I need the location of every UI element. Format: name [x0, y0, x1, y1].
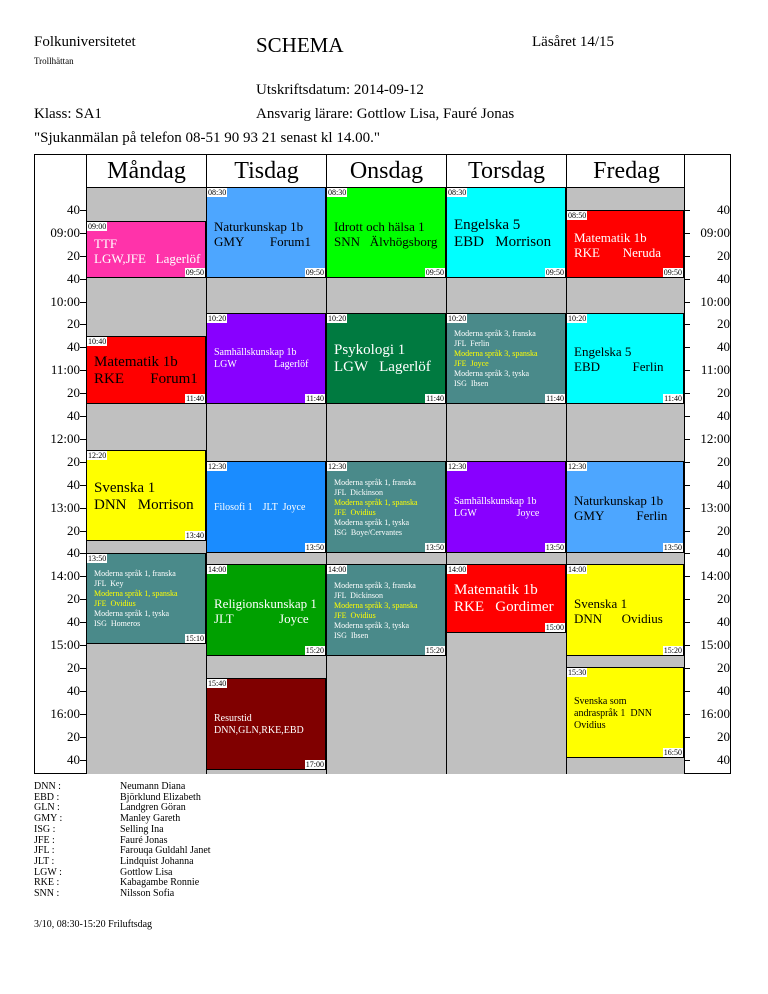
- lesson-text: Moderna språk 1, tyska: [334, 518, 410, 528]
- lesson-end-time: 11:40: [186, 394, 204, 404]
- lesson-text: ISG Homeros: [94, 619, 141, 629]
- legend-code: GMY :: [34, 813, 63, 825]
- tick-mark: [684, 553, 690, 554]
- legend-name: Björklund Elizabeth: [120, 791, 201, 803]
- time-tick-left: 20: [67, 453, 80, 469]
- lesson-text: RKE Forum1: [94, 370, 198, 387]
- lesson-block[interactable]: [86, 450, 206, 541]
- day-header: Tisdag: [206, 155, 326, 187]
- lesson-text: Ovidius: [574, 719, 606, 731]
- lesson-end-time: 11:40: [664, 394, 682, 404]
- time-tick-left: 13:00: [50, 499, 80, 515]
- time-tick-right: 40: [717, 408, 730, 423]
- lesson-end-time: 15:20: [305, 645, 324, 655]
- legend-name: Lindquist Johanna: [120, 855, 194, 867]
- lesson-text: Resurstid: [214, 713, 252, 725]
- time-tick-left: 40: [67, 201, 80, 217]
- lesson-block[interactable]: [446, 187, 566, 278]
- lesson-end-time: 15:00: [545, 622, 564, 632]
- time-tick-left: 20: [67, 522, 80, 538]
- day-header: Fredag: [566, 155, 686, 187]
- lesson-text: LGW Lagerlöf: [334, 359, 431, 376]
- tick-mark: [80, 760, 86, 761]
- sick-notice: "Sjukanmälan på telefon 08-51 90 93 21 senast kl 14.00.": [34, 130, 380, 146]
- tick-mark: [684, 737, 690, 738]
- time-tick-right: 09:00: [700, 224, 730, 240]
- tick-mark: [684, 508, 690, 509]
- lesson-text: Svenska 1: [94, 479, 156, 496]
- lesson-start-time: 10:40: [88, 336, 107, 346]
- time-tick-left: 20: [67, 247, 80, 263]
- lesson-text: Svenska 1: [574, 595, 628, 611]
- lesson-start-time: 15:40: [208, 679, 227, 689]
- tick-mark: [80, 210, 86, 211]
- lesson-end-time: 13:50: [305, 542, 324, 552]
- lesson-start-time: 10:20: [328, 313, 347, 323]
- legend-code: ISG :: [34, 823, 56, 835]
- time-tick-right: 40: [717, 270, 730, 286]
- lesson-text: EBD Morrison: [454, 233, 552, 250]
- lesson-block[interactable]: [566, 210, 684, 279]
- lesson-text: LGW,JFE Lagerlöf: [94, 250, 201, 266]
- lesson-text: LGW Joyce: [454, 508, 540, 520]
- tick-mark: [80, 279, 86, 280]
- lesson-text: Moderna språk 3, spanska: [454, 349, 538, 359]
- tick-mark: [80, 324, 86, 325]
- lesson-text: Naturkunskap 1b: [214, 218, 304, 234]
- time-tick-left: 12:00: [50, 430, 80, 446]
- lesson-text: JFE Ovidius: [334, 508, 376, 518]
- time-tick-right: 40: [717, 339, 730, 355]
- lesson-block[interactable]: [206, 564, 326, 655]
- lesson-text: Moderna språk 3, franska: [454, 329, 536, 339]
- lesson-start-time: 12:30: [208, 462, 227, 472]
- tick-mark: [684, 668, 690, 669]
- tick-mark: [684, 576, 690, 577]
- lesson-text: JFE Ovidius: [94, 599, 136, 609]
- legend-code: LGW :: [34, 866, 62, 878]
- time-tick-left: 40: [67, 270, 80, 286]
- legend-code: JFE :: [34, 834, 55, 846]
- lesson-end-time: 11:40: [546, 394, 564, 404]
- tick-mark: [80, 439, 86, 440]
- time-tick-left: 40: [67, 682, 80, 698]
- grid-border: [684, 155, 685, 774]
- lesson-block[interactable]: [566, 313, 684, 404]
- lesson-text: JFL Ferlin: [454, 339, 490, 349]
- lesson-block[interactable]: [446, 461, 566, 552]
- time-tick-right: 20: [717, 247, 730, 263]
- lesson-text: Religionskunskap 1: [214, 595, 317, 611]
- lesson-text: Matematik 1b: [94, 353, 178, 370]
- lesson-start-time: 14:00: [568, 565, 587, 575]
- time-tick-right: 16:00: [700, 705, 730, 721]
- lesson-end-time: 13:40: [185, 531, 204, 541]
- page-title: SCHEMA: [256, 33, 344, 57]
- lesson-text: SNN Älvhögsborg: [334, 233, 438, 249]
- tick-mark: [684, 347, 690, 348]
- lesson-end-time: 11:40: [426, 394, 444, 404]
- tick-mark: [80, 714, 86, 715]
- lesson-end-time: 15:10: [185, 634, 204, 644]
- lesson-text: RKE Gordimer: [454, 599, 554, 616]
- lesson-text: TTF: [94, 235, 118, 251]
- lesson-text: Naturkunskap 1b: [574, 493, 664, 509]
- lesson-text: JFE Joyce: [454, 359, 489, 369]
- lesson-text: Filosofi 1 JLT Joyce: [214, 502, 306, 514]
- time-tick-left: 20: [67, 316, 80, 332]
- time-tick-right: 40: [717, 682, 730, 698]
- lesson-text: JFL Dickinson: [334, 488, 384, 498]
- time-tick-left: 16:00: [50, 705, 80, 721]
- legend-name: Selling Ina: [120, 823, 164, 835]
- lesson-start-time: 08:50: [568, 210, 587, 220]
- tick-mark: [684, 599, 690, 600]
- time-tick-right: 11:00: [700, 362, 730, 378]
- lesson-end-time: 09:50: [305, 268, 324, 278]
- lesson-text: RKE Neruda: [574, 245, 662, 261]
- lesson-text: andraspråk 1 DNN: [574, 707, 653, 719]
- tick-mark: [684, 302, 690, 303]
- lesson-end-time: 09:50: [663, 268, 682, 278]
- lesson-block[interactable]: [206, 678, 326, 769]
- legend-name: Nilsson Sofia: [120, 888, 175, 899]
- responsible-teachers: Ansvarig lärare: Gottlow Lisa, Fauré Jonas: [256, 106, 515, 122]
- lesson-text: Samhällskunskap 1b: [454, 496, 537, 508]
- tick-mark: [684, 233, 690, 234]
- lesson-start-time: 08:30: [208, 188, 227, 197]
- legend-code: DNN :: [34, 781, 61, 792]
- time-tick-right: 20: [717, 591, 730, 607]
- lesson-start-time: 14:00: [328, 565, 347, 575]
- lesson-block[interactable]: [446, 564, 566, 633]
- time-tick-right: 12:00: [700, 430, 730, 446]
- lesson-block[interactable]: [206, 461, 326, 552]
- time-tick-right: 20: [717, 316, 730, 332]
- lesson-end-time: 16:50: [663, 748, 682, 758]
- time-tick-left: 20: [67, 591, 80, 607]
- legend-name: Landgren Göran: [120, 802, 186, 814]
- time-tick-left: 20: [67, 385, 80, 401]
- print-date: Utskriftsdatum: 2014-09-12: [256, 82, 424, 98]
- lesson-text: GMY Forum1: [214, 233, 312, 249]
- time-tick-left: 20: [67, 659, 80, 675]
- lesson-start-time: 12:30: [448, 462, 467, 472]
- lesson-text: EBD Ferlin: [574, 359, 664, 375]
- lesson-end-time: 09:50: [185, 268, 204, 278]
- legend-code: SNN :: [34, 888, 60, 899]
- lesson-end-time: 17:00: [305, 759, 324, 769]
- tick-mark: [684, 714, 690, 715]
- lesson-block[interactable]: [566, 667, 684, 758]
- lesson-text: Psykologi 1: [334, 342, 406, 359]
- time-tick-left: 40: [67, 408, 80, 423]
- lesson-start-time: 09:00: [88, 222, 107, 232]
- lesson-text: Idrott och hälsa 1: [334, 218, 425, 234]
- time-tick-left: 40: [67, 545, 80, 561]
- legend-name: Neumann Diana: [120, 781, 186, 792]
- lesson-end-time: 13:50: [425, 542, 444, 552]
- tick-mark: [684, 393, 690, 394]
- lesson-text: Matematik 1b: [574, 230, 647, 246]
- lesson-text: JLT Joyce: [214, 610, 309, 626]
- tick-mark: [684, 645, 690, 646]
- time-tick-right: 10:00: [700, 293, 730, 309]
- lesson-end-time: 11:40: [306, 394, 324, 404]
- lesson-text: Moderna språk 1, franska: [334, 478, 416, 488]
- lesson-text: DNN,GLN,RKE,EBD: [214, 725, 304, 737]
- lesson-block[interactable]: [326, 564, 446, 655]
- lesson-end-time: 09:50: [545, 268, 564, 278]
- lesson-text: ISG Ibsen: [334, 630, 369, 640]
- lesson-text: JFL Key: [94, 579, 124, 589]
- tick-mark: [684, 256, 690, 257]
- tick-mark: [684, 416, 690, 417]
- lesson-text: Moderna språk 3, spanska: [334, 600, 418, 610]
- lesson-start-time: 10:20: [568, 313, 587, 323]
- lesson-text: Matematik 1b: [454, 582, 538, 599]
- lesson-start-time: 15:30: [568, 668, 587, 678]
- tick-mark: [684, 370, 690, 371]
- legend-name: Kabagambe Ronnie: [120, 877, 200, 889]
- tick-mark: [684, 439, 690, 440]
- lesson-text: Moderna språk 1, tyska: [94, 609, 170, 619]
- org-sub: Trollhättan: [34, 56, 74, 66]
- tick-mark: [684, 279, 690, 280]
- lesson-text: JFE Ovidius: [334, 610, 376, 620]
- tick-mark: [684, 531, 690, 532]
- lesson-block[interactable]: [206, 187, 326, 278]
- lesson-text: Engelska 5: [574, 344, 632, 360]
- time-tick-right: 14:00: [700, 568, 730, 584]
- tick-mark: [80, 302, 86, 303]
- lesson-end-time: 13:50: [545, 542, 564, 552]
- time-tick-right: 15:00: [700, 637, 730, 652]
- lesson-text: ISG Ibsen: [454, 379, 489, 389]
- time-tick-right: 20: [717, 728, 730, 744]
- lesson-start-time: 08:30: [328, 188, 347, 197]
- time-tick-left: 09:00: [50, 224, 80, 240]
- lesson-block[interactable]: [86, 221, 206, 278]
- lesson-text: Moderna språk 1, franska: [94, 569, 176, 579]
- lesson-end-time: 13:50: [663, 542, 682, 552]
- time-tick-right: 40: [717, 201, 730, 217]
- time-tick-right: 20: [717, 522, 730, 538]
- tick-mark: [80, 645, 86, 646]
- time-tick-left: 15:00: [50, 637, 80, 652]
- time-tick-left: 14:00: [50, 568, 80, 584]
- class-label: Klass: SA1: [34, 106, 102, 122]
- time-tick-left: 20: [67, 728, 80, 744]
- day-header: Torsdag: [446, 155, 566, 187]
- time-tick-left: 40: [67, 614, 80, 630]
- legend-name: Manley Gareth: [120, 813, 181, 825]
- legend-name: Gottlow Lisa: [120, 866, 173, 878]
- legend-name: Fauré Jonas: [120, 834, 168, 846]
- footnote: 3/10, 08:30-15:20 Friluftsdag: [34, 919, 153, 930]
- lesson-text: Samhällskunskap 1b: [214, 347, 297, 359]
- lesson-block[interactable]: [566, 461, 684, 552]
- legend-name: Farouqa Guldahl Janet: [120, 845, 211, 857]
- lesson-text: GMY Ferlin: [574, 508, 668, 524]
- time-tick-right: 20: [717, 453, 730, 469]
- lesson-block[interactable]: [206, 313, 326, 404]
- lesson-start-time: 12:30: [568, 462, 587, 472]
- lesson-start-time: 14:00: [448, 565, 467, 575]
- time-tick-right: 13:00: [700, 499, 730, 515]
- legend-code: GLN :: [34, 802, 60, 814]
- lesson-start-time: 12:20: [88, 450, 107, 460]
- lesson-block[interactable]: [86, 553, 206, 644]
- time-tick-left: 40: [67, 339, 80, 355]
- lesson-start-time: 10:20: [208, 313, 227, 323]
- time-tick-right: 40: [717, 614, 730, 630]
- tick-mark: [80, 737, 86, 738]
- lesson-start-time: 10:20: [448, 313, 467, 323]
- time-tick-left: 40: [67, 751, 80, 767]
- tick-mark: [684, 622, 690, 623]
- time-tick-right: 40: [717, 545, 730, 561]
- school-year: Läsåret 14/15: [532, 34, 615, 50]
- time-tick-right: 20: [717, 385, 730, 401]
- lesson-text: LGW Lagerlöf: [214, 359, 309, 371]
- lesson-block[interactable]: [86, 336, 206, 405]
- tick-mark: [684, 462, 690, 463]
- tick-mark: [684, 760, 690, 761]
- time-tick-left: 10:00: [50, 293, 80, 309]
- day-header: Onsdag: [326, 155, 446, 187]
- lesson-end-time: 15:20: [663, 645, 682, 655]
- tick-mark: [684, 485, 690, 486]
- lesson-start-time: 14:00: [208, 565, 227, 575]
- tick-mark: [684, 324, 690, 325]
- lesson-text: Moderna språk 3, tyska: [454, 369, 530, 379]
- lesson-end-time: 09:50: [425, 268, 444, 278]
- tick-mark: [684, 691, 690, 692]
- lesson-text: DNN Ovidius: [574, 610, 663, 626]
- lesson-end-time: 15:20: [425, 645, 444, 655]
- lesson-text: Moderna språk 1, spanska: [334, 498, 418, 508]
- legend-code: JFL :: [34, 845, 55, 857]
- lesson-start-time: 13:50: [88, 553, 107, 563]
- tick-mark: [80, 668, 86, 669]
- lesson-text: Svenska som: [574, 695, 627, 707]
- org-name: Folkuniversitetet: [34, 34, 136, 50]
- lesson-start-time: 08:30: [448, 188, 467, 197]
- tick-mark: [684, 210, 690, 211]
- lesson-text: ISG Boye/Cervantes: [334, 528, 402, 538]
- lesson-block[interactable]: [326, 313, 446, 404]
- time-tick-right: 40: [717, 476, 730, 492]
- lesson-block[interactable]: [326, 461, 446, 552]
- lesson-text: Moderna språk 1, spanska: [94, 589, 178, 599]
- time-tick-right: 40: [717, 751, 730, 767]
- lesson-text: Moderna språk 3, tyska: [334, 620, 410, 630]
- lesson-text: JFL Dickinson: [334, 590, 384, 600]
- time-tick-left: 40: [67, 476, 80, 492]
- time-tick-left: 11:00: [50, 362, 80, 378]
- legend-code: EBD :: [34, 791, 60, 803]
- lesson-text: Moderna språk 3, franska: [334, 580, 416, 590]
- lesson-text: Engelska 5: [454, 216, 521, 233]
- lesson-block[interactable]: [566, 564, 684, 655]
- time-tick-right: 20: [717, 659, 730, 675]
- lesson-block[interactable]: [446, 313, 566, 404]
- lesson-text: DNN Morrison: [94, 496, 194, 513]
- lesson-start-time: 12:30: [328, 462, 347, 472]
- tick-mark: [80, 416, 86, 417]
- lesson-block[interactable]: [326, 187, 446, 278]
- legend-code: RKE :: [34, 877, 60, 889]
- day-header: Måndag: [86, 155, 206, 187]
- tick-mark: [80, 691, 86, 692]
- legend-code: JLT :: [34, 855, 55, 867]
